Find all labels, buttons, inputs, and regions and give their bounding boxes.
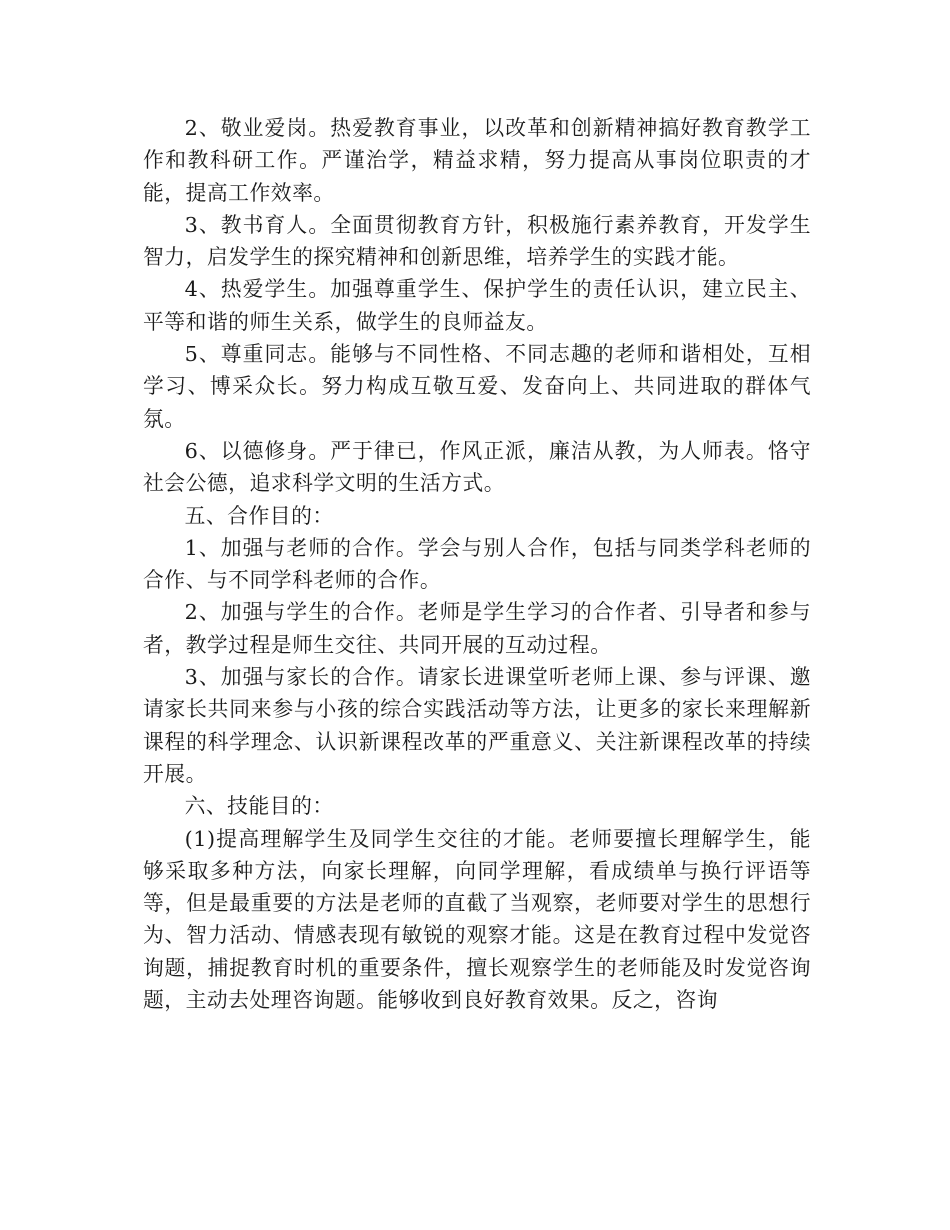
paragraph-dedication: 2、敬业爱岗。热爱教育事业，以改革和创新精神搞好教育教学工作和教科研工作。严谨治学，精益求精，努力提高从事岗位职责的才能，提高工作效率。 bbox=[143, 116, 811, 205]
paragraph-cooperate-parents: 3、加强与家长的合作。请家长进课堂听老师上课、参与评课、邀请家长共同来参与小孩的综合实践活动等方法，让更多的家长来理解新课程的科学理念、认识新课程改革的严重意义、关注新课程改革的持续开展。 bbox=[143, 665, 811, 786]
paragraph-love-students: 4、热爱学生。加强尊重学生、保护学生的责任认识，建立民主、平等和谐的师生关系，做学生的良师益友。 bbox=[143, 277, 811, 334]
paragraph-teaching: 3、教书育人。全面贯彻教育方针，积极施行素养教育，开发学生智力，启发学生的探究精神和创新思维，培养学生的实践才能。 bbox=[143, 212, 811, 270]
document-page bbox=[143, 112, 811, 1016]
paragraph-understand-students: (1)提高理解学生及同学生交往的才能。老师要擅长理解学生，能够采取多种方法，向家长理解，向同学理解，看成绩单与换行评语等等，但是最重要的方法是老师的直截了当观察，老师要对学生的思想行为、智力活动、情感表现有敏锐的观察才能。这是在教育过程中发觉咨询题，捕捉教育时机的重要条件，擅长观察学生的老师能及时发觉咨询题，主动去处理咨询题。能够收到良好教育效果。反之，咨询 bbox=[143, 826, 811, 1013]
paragraph-virtue: 6、以德修身。严于律已，作风正派，廉洁从教，为人师表。恪守社会公德，追求科学文明的生活方式。 bbox=[143, 438, 811, 496]
section-heading-skills: 六、技能目的： bbox=[184, 794, 334, 819]
paragraph-cooperate-teachers: 1、加强与老师的合作。学会与别人合作，包括与同类学科老师的合作、与不同学科老师的合作。 bbox=[143, 535, 811, 593]
paragraph-respect-colleagues: 5、尊重同志。能够与不同性格、不同志趣的老师和谐相处，互相学习、博采众长。努力构成互敬互爱、发奋向上、共同进取的群体气氛。 bbox=[143, 342, 811, 431]
paragraph-cooperate-students: 2、加强与学生的合作。老师是学生学习的合作者、引导者和参与者，教学过程是师生交往、共同开展的互动过程。 bbox=[143, 600, 811, 657]
section-heading-cooperation: 五、合作目的： bbox=[184, 503, 334, 528]
